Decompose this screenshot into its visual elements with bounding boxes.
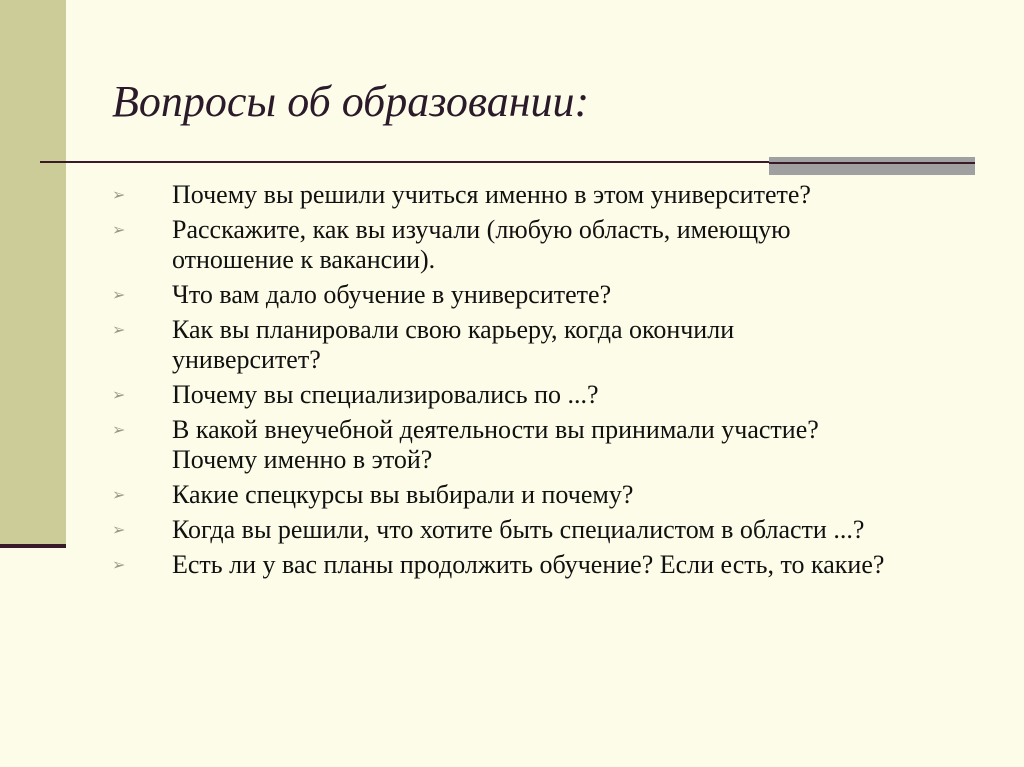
arrow-bullet-icon: ➢ — [112, 185, 126, 204]
left-decorative-band — [0, 0, 66, 547]
arrow-bullet-icon: ➢ — [112, 520, 126, 539]
question-item — [112, 315, 992, 375]
title-underline-accent — [769, 157, 975, 175]
arrow-bullet-icon: ➢ — [112, 485, 126, 504]
question-list — [112, 180, 992, 585]
question-text-line: Почему вы специализировались по ...? — [172, 380, 599, 409]
question-item — [112, 380, 992, 410]
arrow-bullet-icon: ➢ — [112, 385, 126, 404]
arrow-bullet-icon: ➢ — [112, 285, 126, 304]
question-text-line: Что вам дало обучение в университете? — [172, 280, 612, 309]
question-item — [112, 280, 992, 310]
slide-title: Вопросы об образовании: — [112, 77, 590, 126]
question-text-line: Есть ли у вас планы продолжить обучение? Если есть, то какие? — [172, 550, 885, 579]
question-text-line: Когда вы решили, что хотите быть специалистом в области ...? — [172, 515, 865, 544]
question-item — [112, 180, 992, 210]
question-item — [112, 515, 992, 545]
left-band-divider — [0, 544, 66, 548]
question-text-line: В какой внеучебной деятельности вы принимали участие? — [172, 415, 819, 444]
question-text-line: отношение к вакансии). — [172, 245, 436, 274]
question-item — [112, 215, 992, 275]
question-item — [112, 550, 992, 580]
arrow-bullet-icon: ➢ — [112, 320, 126, 339]
arrow-bullet-icon: ➢ — [112, 555, 126, 574]
arrow-bullet-icon: ➢ — [112, 220, 126, 239]
question-text-line: университет? — [172, 345, 321, 374]
question-text-line: Расскажите, как вы изучали (любую область, имеющую — [172, 215, 791, 244]
question-item — [112, 415, 992, 475]
question-text-line: Почему именно в этой? — [172, 445, 433, 474]
question-text-line: Почему вы решили учиться именно в этом университете? — [172, 180, 811, 209]
question-text-line: Как вы планировали свою карьеру, когда окончили — [172, 315, 735, 344]
arrow-bullet-icon: ➢ — [112, 420, 126, 439]
question-item — [112, 480, 992, 510]
question-text-line: Какие спецкурсы вы выбирали и почему? — [172, 480, 634, 509]
